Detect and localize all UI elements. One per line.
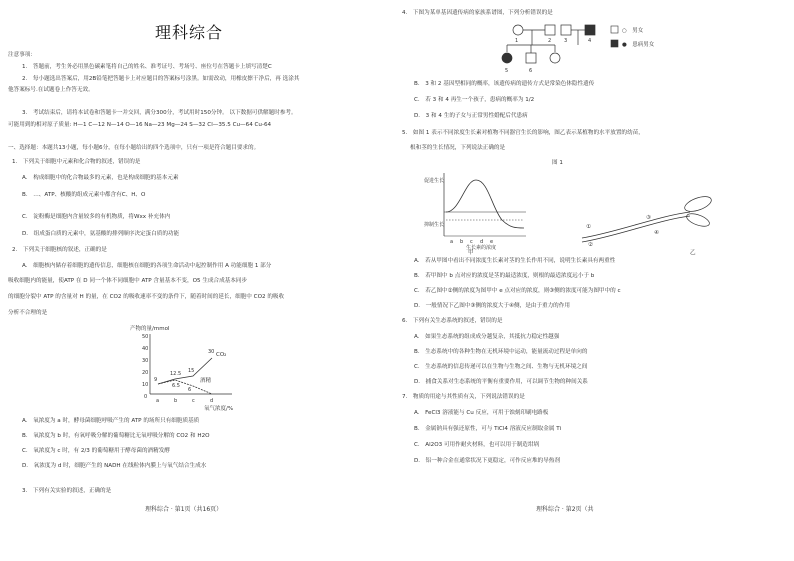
right-footer: 理科综合 · 第2页（共 [536,506,594,513]
q6-option-c: C. 生态系统的信息传递可以在生物与生物之间、生物与无机环境之间 [414,364,588,370]
auxin-inhibit-label: 抑制生长 [424,222,445,228]
question-5-cont: 根和茎的生长情况，下列说法正确的是 [410,145,506,151]
y-tick-50: 50 [142,334,149,340]
oxygen-product-chart [120,322,250,412]
note-1: 1. 答题前，考生务必用黑色碳素笔将自己的姓名、准考证号、考场号、座位号在答题卡上填写清楚C [22,64,272,70]
note-3a: 3. 考试结束后，请将本试卷和答题卡一并交回，满分300分，考试用时150分钟。 以下数据可供解题时参考。 [22,110,297,116]
figure-label: 图 1 [552,160,563,166]
auxin-response-curve [446,180,524,228]
q2-option-b: B. 氧浓度为 b 时，有氧呼吸分解的葡萄糖比无氧呼吸分解的 CO2 和 H2O [22,433,210,439]
legend-normal-label: ○ 男女 [622,28,644,34]
q5-option-d: D. 一般情况下乙图中③侧的浓度大于④侧，是由于重力的作用 [414,303,570,309]
question-5: 5. 如图 1 表示不同浓度生长素对植物不同器官生长的影响，图乙表示某植物的水平放置的幼苗， [402,130,644,136]
auxin-xlabel: 生长素的浓度 [466,245,497,250]
y-tick-20: 20 [142,370,149,376]
q6-option-a: A. 如果生态系统的组成成分越复杂，其抵抗力稳定性越强 [414,334,560,340]
q1-option-d: D. 组成蛋白质的元素中，氨基酸的排列顺序决定蛋白质的功能 [22,231,180,237]
q5-option-c: C. 若乙图中②侧的浓度为图甲中 e 点对应的浓度，则③侧的浓度可能为图甲中的 c [414,288,621,294]
data-label-4: 30 [208,349,215,355]
y-tick-10: 10 [142,382,149,388]
x-tick-c: c [192,398,195,404]
figure-caption-b: 乙 [690,250,696,256]
y-tick-0: 0 [144,394,148,400]
q7-option-c: C. Al2O3 可用作耐火材料，也可以用于制造坩埚 [414,442,540,448]
note-3b: 可能用到的相对原子质量: H—1 C—12 N—14 O—16 Na—23 Mg—24 S—32 Cl—35.5 Cu—64 Cu-64 [8,122,272,128]
seedling-leaf-2 [685,211,711,229]
x-tick-d: d [210,398,214,404]
co2-series-label: CO₂ [216,352,227,358]
data-label-3: 15 [188,368,195,374]
legend-affected-label: ● 患病男女 [622,42,655,48]
note-2a: 2. 每小题选出答案后，用2B铅笔把答题卡上对应题目的答案标号涂黑。如需改动，用橡皮擦干净后，再 选涂其 [22,76,300,82]
q1-option-c: C. 淀粉酶是细胞内含量较多的有机物质，将Wxx 补充体内 [22,214,171,220]
auxin-xtick-e: e [490,239,494,245]
pedigree-num-1: 1 [515,38,519,44]
pedigree-num-6: 6 [529,68,533,74]
question-2: 2. 下列关于细胞核的叙述，正确的是 [12,247,107,253]
question-6: 6. 下列有关生态系统的叙述，错误的是 [402,318,503,324]
q2-option-a: A. 氧浓度为 a 时，酵母菌细胞呼吸产生的 ATP 的场所只有细胞质基质 [22,418,200,424]
y-tick-40: 40 [142,346,149,352]
x-tick-b: b [174,398,178,404]
auxin-response-chart [420,168,530,250]
q1-option-b: B. …、ATP、核酸的组成元素中都含有C、H、O [22,192,146,198]
pedigree-affected-female-5 [502,53,512,63]
chart-xlabel: 氧气浓度/% [204,406,234,412]
seedling-leaf-1 [683,194,713,215]
q2-para-2: 吸收细胞内的能量，使ATP 在 D 同一个体不同细胞中 ATP 含量基本不变，O5 生成合成基本同步 [8,278,248,284]
data-label-6: 6 [188,387,192,393]
y-tick-30: 30 [142,358,149,364]
q5-option-b: B. 若甲图中 b 点对应的浓度是茎的最适浓度，则根的最适浓度远小于 b [414,273,595,279]
chart-ylabel: 产物的量/mmol [130,326,170,332]
q7-option-a: A. FeCl3 溶液能与 Cu 反应，可用于蚀刻印刷电路板 [414,410,549,416]
pedigree-female-7 [550,53,560,63]
figure-caption-a: 甲 [468,250,474,256]
seedling-num-2: ② [588,242,593,246]
data-label-1: 9 [154,377,158,383]
data-label-5: 6.5 [172,383,180,389]
q5-option-a: A. 若从甲图中看出不同浓度生长素对茎的生长作用不同，说明生长素具有两重性 [414,258,616,264]
q2-para-4: 分析不合理的是 [8,310,48,316]
q2-option-d: D. 氧浓度为 d 时，细胞产生的 NADH 在线粒体内膜上与氧气结合生成水 [22,463,207,469]
q4-option-b: B. 3 和 2 基因型相同的概率，该遗传病的遗传方式是常染色体隐性遗传 [414,81,595,87]
seedling-num-3: ③ [646,215,651,221]
pedigree-affected-male-4 [585,25,595,35]
pedigree-male-2 [545,25,555,35]
left-footer: 理科综合 · 第1页（共16页） [145,506,223,513]
pedigree-chart [485,18,665,80]
q2-para-1: A. 细胞核内储存着细胞的遗传信息，细胞核在细胞的各项生命活动中起控制作用 A 功能细胞 1 部分 [22,263,272,269]
pedigree-female-1 [513,25,523,35]
q2-option-c: C. 氧浓度为 c 时，有 2/3 的葡萄糖用于酵母菌的酒精发酵 [22,448,170,454]
auxin-promote-label: 促进生长 [424,178,445,184]
legend-normal-icon [611,26,618,33]
pedigree-male-3 [561,25,571,35]
data-label-2: 12.5 [170,371,182,377]
question-7: 7. 物质的用途与其性质有关，下列说法错误的是 [402,394,525,400]
pedigree-num-2: 2 [548,38,552,44]
q6-option-d: D. 捕食关系对生态系统的平衡有重要作用，可以调节生物的种间关系 [414,379,588,385]
question-1: 1. 下列关于细胞中元素和化合物的叙述，错误的是 [12,159,141,165]
q4-option-c: C. 若 3 和 4 再生一个孩子，患病的概率为 1/2 [414,97,535,103]
note-2b: 他答案标号.在试题卷上作答无效。 [8,87,94,93]
x-tick-a: a [156,398,160,404]
auxin-xtick-b: b [460,239,464,245]
page-title: 理科综合 [155,23,224,42]
auxin-xtick-a: a [450,239,454,245]
auxin-xtick-c: c [470,239,473,245]
q1-option-a: A. 构成细胞中的化合物最多的元素，也是构成细胞的基本元素 [22,175,179,181]
notes-heading: 注意事项： [8,52,36,58]
section-heading: 一、选择题：本题共13小题，每小题6分，在每小题给出的四个选项中，只有一项是符合题目要求的。 [8,145,260,151]
question-4: 4. 下图为某单基因遗传病的家族系谱图，下列分析错误的是 [402,10,553,16]
pedigree-num-4: 4 [588,38,592,44]
pedigree-num-5: 5 [505,68,509,74]
pedigree-num-3: 3 [564,38,568,44]
q7-option-b: B. 金属钠具有强还原性，可与 TiCl4 溶液反应制取金属 Ti [414,426,562,432]
q2-para-3: 的细胞分裂中 ATP 的含量对 H 的量，在 CO2 的吸收速率不变的条件下，随着时间的延长，细胞中 CO2 的吸收 [8,294,285,300]
seedling-stem [582,212,690,238]
seedling-figure [578,186,718,246]
alcohol-series-label: 酒精 [200,378,212,384]
auxin-xtick-d: d [480,239,484,245]
q7-option-d: D. 铝一种合金在通常状况下更稳定，可作反应堆的导热剂 [414,458,560,464]
seedling-num-1: ① [586,224,591,230]
q4-option-d: D. 3 和 4 生的子女与正常男性婚配后代患病 [414,113,528,119]
question-3: 3. 下列有关实验的叙述，正确的是 [22,488,112,494]
legend-affected-icon [611,40,618,47]
q6-option-b: B. 生态系统中的各种生物在无机环境中运动，能量流动过程是单向的 [414,349,588,355]
pedigree-male-6 [526,53,536,63]
seedling-num-4: ④ [654,230,659,236]
